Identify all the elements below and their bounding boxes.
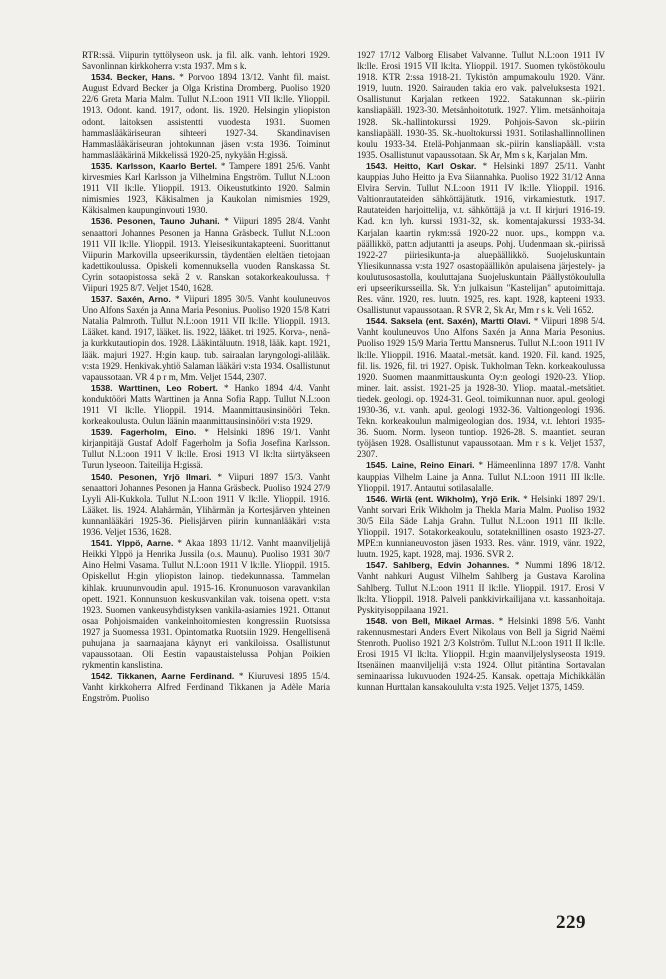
entry-number: 1547. <box>366 560 388 571</box>
entry-text: * Helsinki 1897 29/1. Vanht sorvari Erik Wikholm ja Thekla Maria Malm. Puoliso 1932 30/5 Eila Säde Lahja Grahn. Tullut N.L:oon 1911 III lk:lle. Ylioppil. 1917. Sotakorkeakoulu, sotateknillinen osasto 1923-27. MPE:n kunnianeuvoston jäsen 1933. Res. vänr. 1919, vänr. 1922, luutn. 1925, kapt. 1928, maj. 1936. SVR 2. <box>357 493 605 560</box>
entry-name: Tikkanen, Aarne Ferdinand. <box>117 671 235 682</box>
entry-text: * Viipuri 1898 5/4. Vanht kouluneuvos Uno Alfons Saxén ja Anna Maria Pesonius. Puoliso 1929 15/9 Maria Terttu Mansnerus. Tullut N.L:oon 1911 IV lk:lle. Ylioppil. 1916. Maatal.-metsät. kand. 1920. Fil. kand. 1925, fil. lis. 1926, fil. tri 1927. Opisk. Tukholman Tekn. korkeakoulussa 1920. Suomen maanmittauskunta Oy:n geologi 1920-23. Yliop. miner. lait. assist. 1921-25 ja 1928-30. Yliop. maatal.-metsätiet. tiedek. geologi. op. 1924-31. Geol. toimikunnan nuor. apul. geologi 1930-36, v.t. vanh. apul. geologi 1932-36. Valtiongeologi 1936. Tekn. korkeakoulun malmigeologian dos. 1934, v.t. lehtori 1935-36. Suom. Norm. lyseon tuntiop. 1926-28. S. maantiet. seuran työjäsen 1928. Osallistunut vapaussotaan. Mm r s k. Veljet 1537, 2307. <box>357 316 606 460</box>
entry-text: * Helsinki 1896 19/1. Vanht kirjanpitäjä Gustaf Adolf Fagerholm ja Sofia Josefina Karlsson. Tullut N.L:oon 1911 V lk:lle. Erosi 1913 VI lk:lta siirtyäkseen Turun lyseoon. Taiteilija H:gissä. <box>82 427 330 471</box>
entry-text: * Tampere 1891 25/6. Vanht kirvesmies Karl Karlsson ja Vilhelmina Engström. Tullut N.L:oon 1911 VII lk:lle. Ylioppil. 1913. Oikeustutkinto 1920. Salmin nimismies 1923, Käkisalmen ja Kaukolan nimismies 1929, Käkisalmen kaupunginvouti 1930. <box>82 160 330 216</box>
right-column <box>357 50 605 693</box>
entry-text: RTR:ssä. Viipurin tyttölyseon usk. ja fil. alk. vanh. lehtori 1929. Savonlinnan kirkkoherra v:sta 1937. Mm s k. <box>82 50 330 72</box>
biography-entry <box>82 472 330 539</box>
entry-name: Becker, Hans. <box>116 72 176 83</box>
entry-number: 1536. <box>91 216 113 227</box>
biography-entry <box>357 316 605 460</box>
entry-number: 1542. <box>91 671 113 682</box>
biography-entry <box>82 671 330 704</box>
biography-entry <box>82 161 330 216</box>
entry-text: * Helsinki 1898 5/6. Vanht rakennusmestari Anders Evert Nikolaus von Bell ja Sigrid Naëmi Stenroth. Puoliso 1921 2/3 Kolström. Tullut N.L:oon 1911 II lk:lle. Erosi 1915 VI lk:lta. Ylioppil. H:gin maanviljelyslyseosta 1919. Itsenäinen maanviljelijä v:sta 1924. Ollut pitäntina Sortavalan seminaarissa lukuvuoden 1924-25. Kansak. opettaja Michikkälän kunnan Hurttalan kansakoululta v:sta 1925. Veljet 1375, 1459. <box>357 615 605 693</box>
entry-text: * Kiuruvesi 1895 15/4. Vanht kirkkoherra Alfred Ferdinand Tikkanen ja Adèle Maria Engström. Puoliso <box>82 671 330 704</box>
entry-number: 1541. <box>91 538 113 549</box>
entry-name: Saksela (ent. Saxén), Martti Olavi. <box>390 316 531 327</box>
entry-name: Sahlberg, Edvin Johannes. <box>393 560 510 571</box>
entry-number: 1545. <box>366 460 388 471</box>
biography-entry <box>82 294 330 383</box>
biography-entry <box>82 50 330 72</box>
biography-entry <box>82 216 330 294</box>
entry-number: 1543. <box>366 160 388 171</box>
entry-name: Laine, Reino Einari. <box>391 460 475 471</box>
entry-name: Ylppö, Aarne. <box>116 538 174 549</box>
entry-name: Wirlä (ent. Wikholm), Yrjö Erik. <box>390 493 520 504</box>
entry-text: 1927 17/12 Valborg Elisabet Valvanne. Tullut N.L:oon 1911 IV lk:lle. Erosi 1915 VII lk:lta. Ylioppil. 1917. Suomen tyköstökoulu 1918. KTR 2:ssa 1918-21. Tykistön ampumakoulu 1920. Vänr. 1919, luutn. 1920. Sairauden takia ero vak. palveluksesta 1921. Osallistunut Karjalan retkeen 1922. Satakunnan sk.-piirin kansliapääll. 1923-30. Metsänhoitotutk. 1927. Ylim. metsänhoitaja 1928. Sk.-hallintokurssi 1929. Pohjois-Savon sk.-piirin kansliapääll. 1930-35. Sk.-huoltokurssi 1931. Sotilashallinnollinen koulu 1933-34. Etelä-Pohjanmaan sk.-piirin kansliapääll. v:sta 1935. Osallistunut vapaussotaan. Sk Ar, Mm s k, Karjalan Mm. <box>357 50 605 160</box>
left-column <box>82 50 330 705</box>
entry-name: Saxén, Arno. <box>116 294 171 305</box>
entry-text: * Viipuri 1895 30/5. Vanht kouluneuvos Uno Alfons Saxén ja Anna Maria Pesonius. Puoliso 1920 15/8 Katri Natalia Palmroth. Tullut N.L:oon 1911 VII lk:lle. Ylioppil. 1913. Lääket. kand. 1917, lääket. lis. 1922, lääket. tri 1925. Korva-, nenä- ja kurkkutautiopin dos. 1928. Lääkintäluutn. 1918, lääk. kapt. 1921, lääk. majuri 1927. H:gin kaup. tub. sairaalan laryngologi-alilääk. v:sta 1929. Henkivak.yhtiö Salaman lääkäri v:sta 1934. Osallistunut vapaussotaan. VR 4 p r m, Mm. Veljet 1544, 2307. <box>82 294 331 382</box>
entry-text: * Helsinki 1897 25/11. Vanht kauppias Juho Heitto ja Eva Siiannahka. Puoliso 1922 31/12 Anna Elvira Servin. Tullut N.L:oon 1911 IV lk:lle. Ylioppil. 1916. Valtionrautateiden sähköttäjätutk. 1916, virkamiestutk. 1917. Rautateiden harjoittelija, v.t. sähköttäjä ja v.t. II kirjuri 1916-19. Kad. k:n lyh. kurssi 1931-32, sk. komentajakurssi 1933-34. Karjalan kaartin rykm:ssä 1920-22 nuor. ups., komppn v.a. päällikkö, patt:n adjutantti ja aseups. Pohj. Uudenmaan sk.-piirissä 1922-27 piiriesikunta-ja aluepäällikkö. Suojeluskuntain Yliesikunnassa v:sta 1927 osastopäällikön apulaisena järjestely- ja koulutusosastolla, kouluttajana Suojeluskuntain Päällystökoululla eri upseerikursseilla. Sk. Y:n julkaisun "Kastelijan" aputoimittaja. Res. vänr. 1920, res. luutn. 1925, res. kapt. 1928, kapteeni 1933. Osallistunut vapaussotaan. R SVR 2, Sk Ar, Mm r s k. Veli 1652. <box>357 160 605 316</box>
entry-number: 1537. <box>91 294 113 305</box>
biography-entry <box>82 383 330 427</box>
biography-entry <box>357 560 605 615</box>
biography-entry <box>82 427 330 471</box>
entry-name: Heitto, Karl Oskar. <box>393 160 477 171</box>
entry-text: * Viipuri 1897 15/3. Vanht senaattori Johannes Pesonen ja Hanna Gräsbeck. Puoliso 1924 27/9 Lyyli Ali-Kukkola. Tullut N.L:oon 1911 V lk:lle. Ylioppil. 1916. Lääket. lis. 1924. Alahärmän, Ylihärmän ja Kortesjärven yhteinen kunnanlääkäri 1925-36. Pielisjärven piirin kunnanlääkäri v:sta 1936. Veljet 1536, 1628. <box>82 471 330 538</box>
entry-text: * Akaa 1893 11/12. Vanht maanviljelijä Heikki Ylppö ja Henrika Jussila (o.s. Maunu). Puoliso 1931 30/7 Aino Helmi Vasama. Tullut N.L:oon 1911 V lk:lle. Ylioppil. 1915. Opiskellut H:gin yliopiston lainop. tiedekunnassa. Tammelan kihlak. kruununvoudin apul. 1915-16. Kronunuoson varavankilan opett. 1921. Konnunsuon keskusvankilan vak. toisena opett. v:sta 1923. Suomen vankeusyhdistyksen vankila-asiamies 1921. Ottanut osaa Pohjoismaiden vankeinhoitomiesten kongressiin Ruotsissa 1927 ja Suomessa 1931. Opintomatka Ruotsiin 1929. Hengellisenä puhujana ja saarnaajana käynyt eri vankiloissa. Osallistunut vapaussotaan. Oli Eestin vapaustaistelussa Pohjan Poikien rykmentin kanslistina. <box>82 538 330 671</box>
entry-number: 1544. <box>366 316 388 327</box>
entry-name: Fagerholm, Eino. <box>120 427 197 438</box>
biography-entry <box>82 72 330 161</box>
entry-text: * Viipuri 1895 28/4. Vanht senaattori Johannes Pesonen ja Hanna Gräsbeck. Tullut N.L:oon 1911 VII lk:lle. Ylioppil. 1913. Yleisesikuntakapteeni. Suorittanut Viipurin Markovilla upseerikurssin, täydentäen eleltäen tietojaan kadettikoulussa. Opiskeli komennuksella vuoden Ranskassa St. Cyrin sotaopistossa sekä 2 v. Ranskan sotakorkeakoulussa. † Viipuri 1925 8/7. Veljet 1540, 1628. <box>82 216 331 293</box>
entry-text: * Hanko 1894 4/4. Vanht konduktööri Matts Warttinen ja Anna Sofia Rapp. Tullut N.L:oon 1911 VI lk:lle. Ylioppil. 1914. Maanmittausinsinööri Tekn. korkeakoulusta. Oulun läänin maanmittausinsinööri v:sta 1929. <box>82 382 331 427</box>
page-number: 229 <box>556 912 586 933</box>
entry-text: * Hämeenlinna 1897 17/8. Vanht kauppias Vilhelm Laine ja Anna. Tullut N.L:oon 1911 III lk:lle. Ylioppil. 1917. Antautui sotilasalalle. <box>357 460 605 493</box>
entry-number: 1539. <box>91 427 113 438</box>
entry-name: Pesonen, Tauno Juhani. <box>117 216 220 227</box>
entry-number: 1534. <box>91 72 113 83</box>
biography-entry <box>357 460 605 493</box>
entry-number: 1540. <box>91 471 113 482</box>
entry-number: 1548. <box>366 615 388 626</box>
biography-entry <box>357 50 605 161</box>
biography-entry <box>357 494 605 561</box>
biography-entry <box>357 616 605 694</box>
entry-number: 1546. <box>366 493 388 504</box>
biography-entry <box>357 161 605 316</box>
entry-number: 1535. <box>91 160 113 171</box>
entry-name: von Bell, Mikael Armas. <box>391 615 495 626</box>
entry-name: Warttinen, Leo Robert. <box>118 382 218 393</box>
entry-text: * Porvoo 1894 13/12. Vanht fil. maist. August Edvard Becker ja Olga Kristina Dromberg. Puoliso 1920 22/6 Greta Maria Malm. Tullut N.L:oon 1911 VII lk:lle. Ylioppil. 1913. Odont. kand. 1917, odont. lis. 1920. Helsingin yliopiston odont. laitoksen assistentti vuodesta 1931. Suomen hammaslääkäriseuran sihteeri 1927-34. Skandinavisen Hammaslääkäriseuran johtokunnan jäsen v:sta 1936. Toiminut hammaslääkärinä Mikkelissä 1920-25, nykyään H:gissä. <box>82 72 331 160</box>
entry-name: Karlsson, Kaarlo Bertel. <box>116 160 217 171</box>
biography-entry <box>82 538 330 671</box>
entry-name: Pesonen, Yrjö Ilmari. <box>118 471 212 482</box>
entry-text: * Nummi 1896 18/12. Vanht nahkuri August Vilhelm Sahlberg ja Gustava Karolina Sahlberg. Tullut N.L:oon 1911 II lk:lle. Ylioppil. 1917. Erosi V lk:lta. Ylioppil. 1918. Palveli pankkivirkailijana v.t. kassanhoitaja. Pyskityisoppilaana 1921. <box>357 560 605 615</box>
entry-number: 1538. <box>91 382 113 393</box>
